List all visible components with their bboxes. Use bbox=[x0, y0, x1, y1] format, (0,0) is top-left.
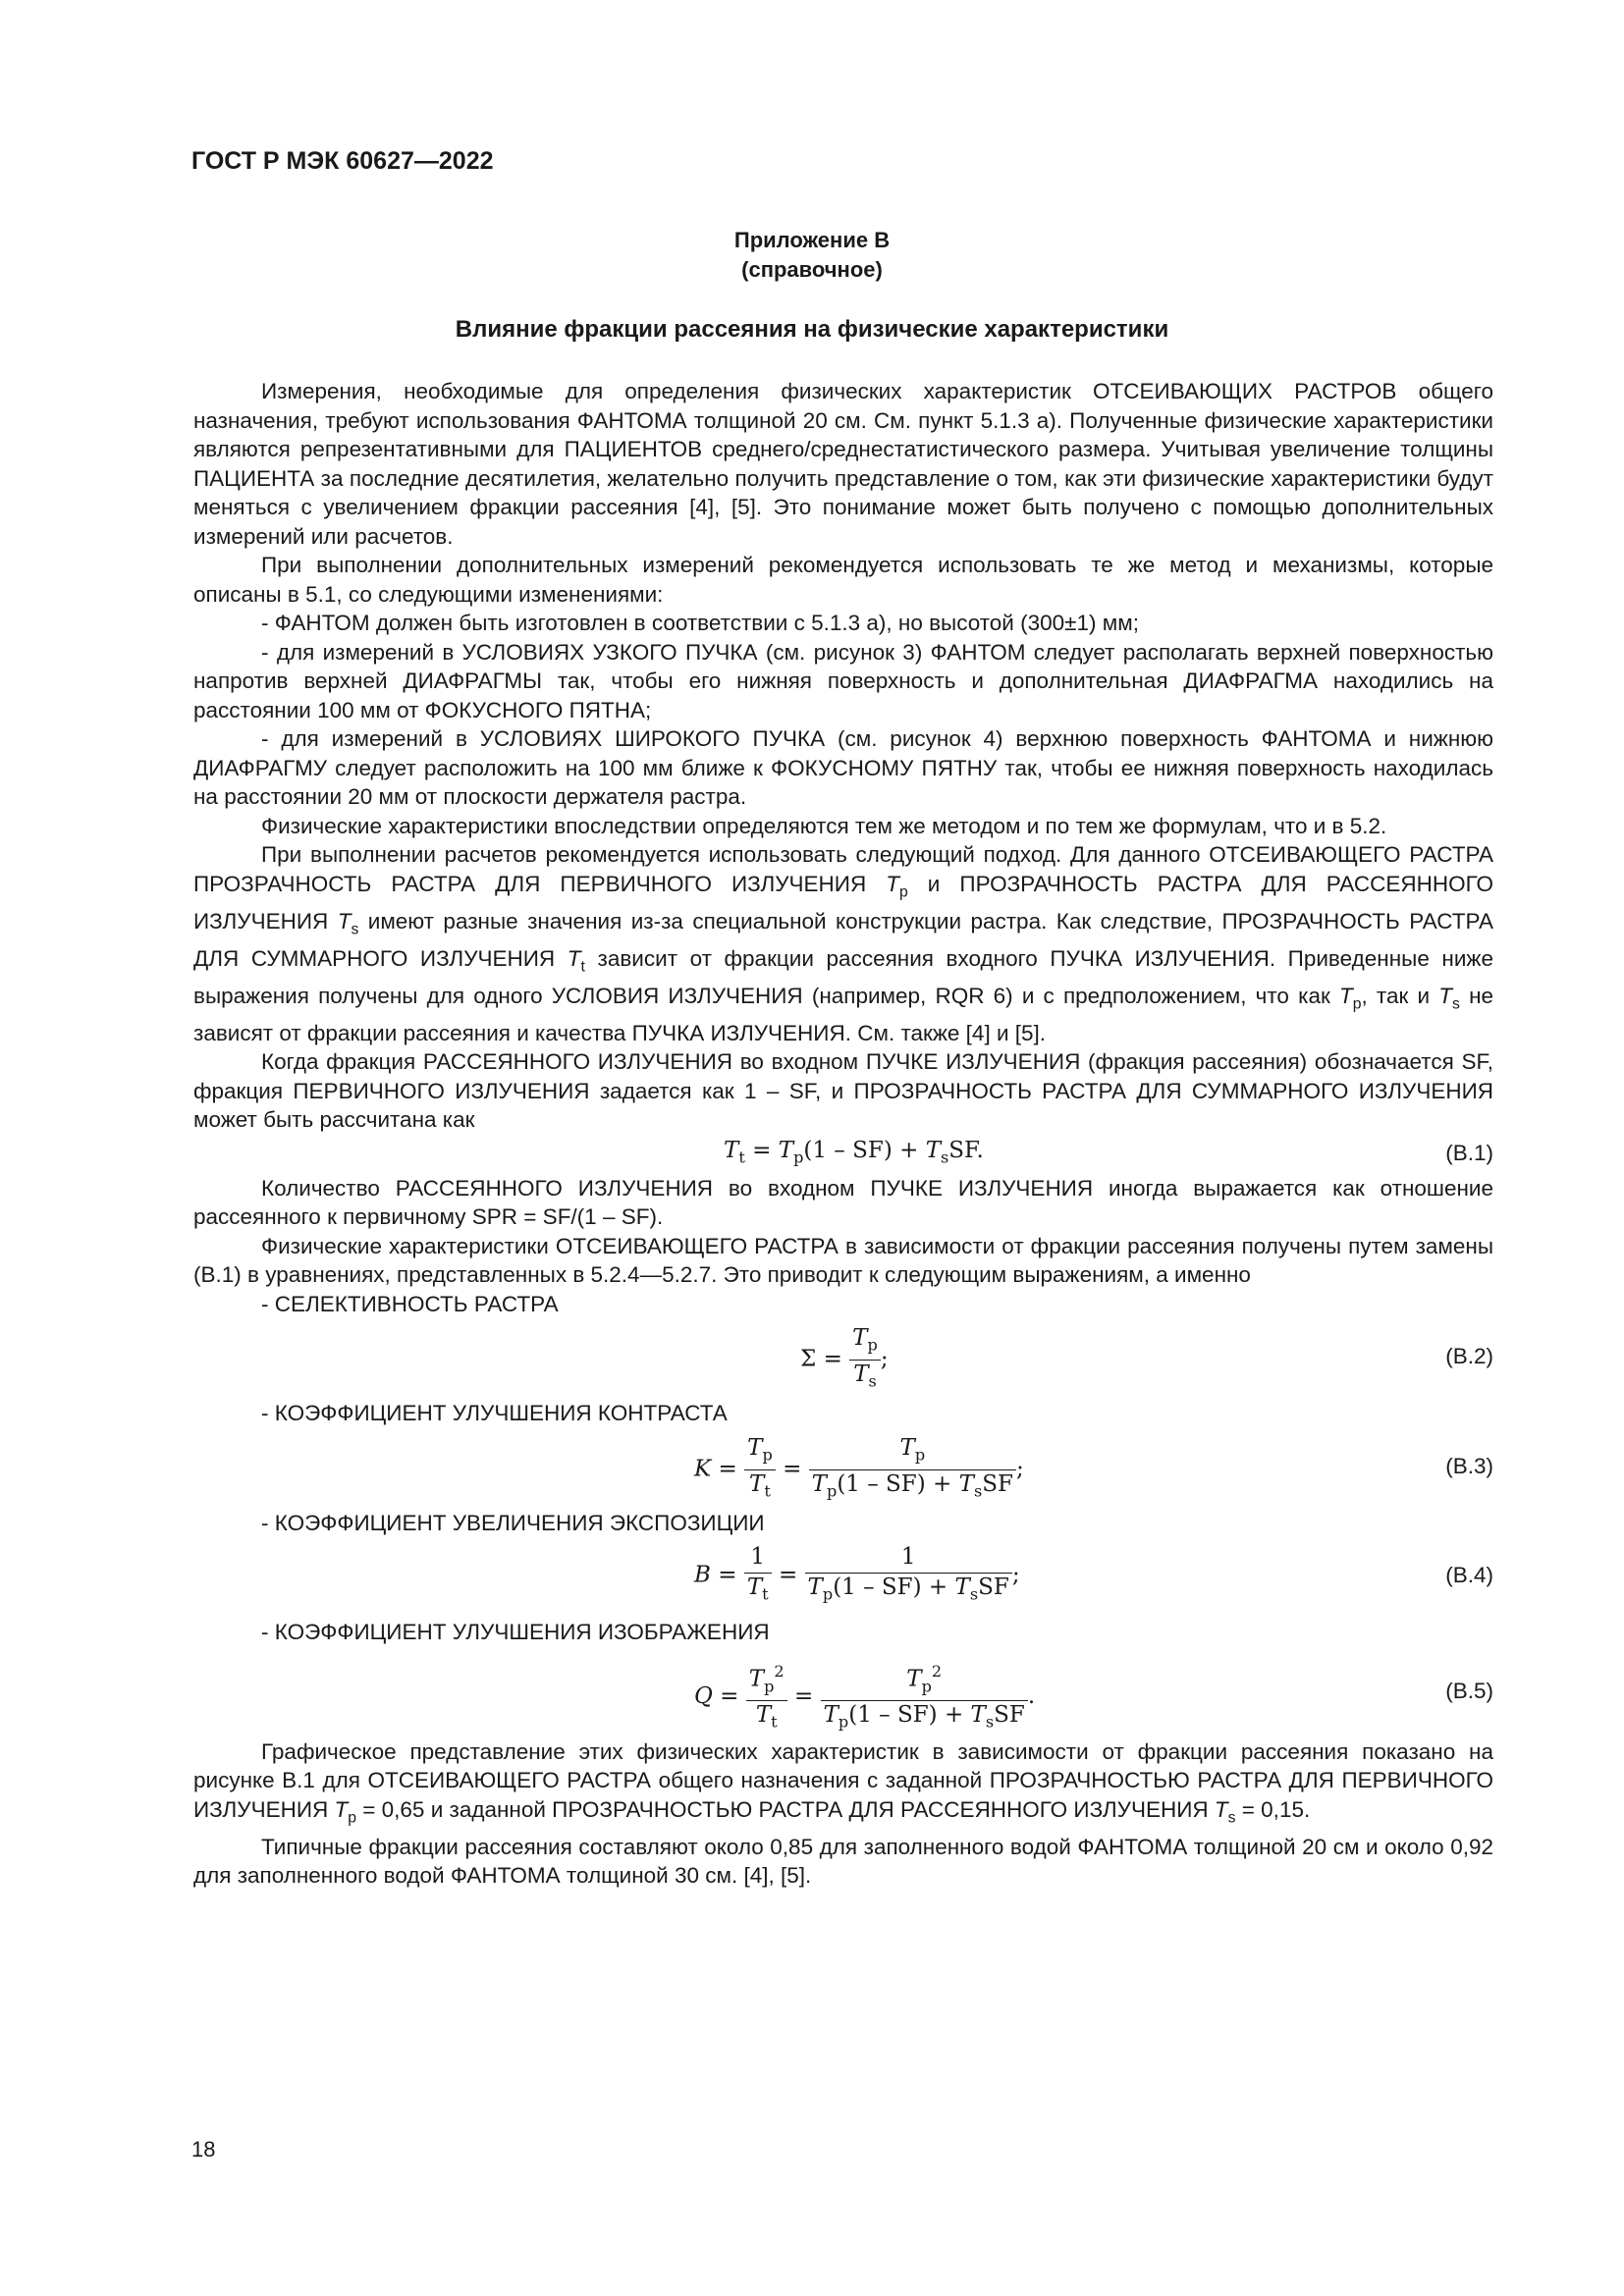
equation-number: (B.5) bbox=[1445, 1678, 1493, 1703]
equation-b4 bbox=[193, 1537, 1493, 1618]
fraction: $\frac{T_p^2}{T_p(1 - SF) + T_sSF}$ bbox=[821, 1657, 1028, 1737]
equation-b4-formula: B = $\frac{1}{T_t}$ = $\frac{1}{T_p(1 - SF) + T_sSF}$ ; bbox=[694, 1543, 1020, 1609]
list-item: - КОЭФФИЦИЕНТ УЛУЧШЕНИЯ ИЗОБРАЖЕНИЯ bbox=[261, 1620, 770, 1644]
list-item: - для измерений в УСЛОВИЯХ УЗКОГО ПУЧКА (см. рисунок 3) ФАНТОМ следует располагать верхней поверхностью напротив верхней ДИАФРАГМЫ так, чтобы его нижняя поверхность и дополнительная ДИАФРАГМА находились на расстоянии 100 мм от ФОКУСНОГО ПЯТНА; bbox=[193, 639, 1493, 722]
paragraph: Количество РАССЕЯННОГО ИЗЛУЧЕНИЯ во входном ПУЧКЕ ИЗЛУЧЕНИЯ иногда выражается как отношение рассеянного к первичному SPR = SF/(1 – SF). bbox=[193, 1175, 1493, 1229]
paragraph: Измерения, необходимые для определения физических характеристик ОТСЕИВАЮЩИХ РАСТРОВ общего назначения, требуют использования ФАНТОМА толщиной 20 см. См. пункт 5.1.3 а). Полученные физические характеристики являются репрезентативными для ПАЦИЕНТОВ среднего/среднестатистического размера. Учитывая увеличение толщины ПАЦИЕНТА за последние десятилетия, желательно получить представление о том, как эти физические характеристики будут меняться с увеличением фракции рассеяния [4], [5]. Это понимание может быть получено с помощью дополнительных измерений или расчетов. bbox=[193, 379, 1493, 549]
body-text bbox=[193, 377, 1493, 1891]
equation-number: (B.4) bbox=[1445, 1563, 1493, 1587]
paragraph: Когда фракция РАССЕЯННОГО ИЗЛУЧЕНИЯ во входном ПУЧКЕ ИЗЛУЧЕНИЯ (фракция рассеяния) обозначается SF, фракция ПЕРВИЧНОГО ИЗЛУЧЕНИЯ задается как 1 – SF, и ПРОЗРАЧНОСТЬ РАСТРА ДЛЯ СУММАРНОГО ИЗЛУЧЕНИЯ может быть рассчитана как bbox=[193, 1049, 1493, 1132]
equation-b3-formula: K = $\frac{T_p}{T_t}$ = $\frac{T_p}{T_p(1 - SF) + T_sSF}$ ; bbox=[694, 1434, 1024, 1506]
fraction: $\frac{T_p}{T_t}$ bbox=[744, 1434, 776, 1506]
list-item: - для измерений в УСЛОВИЯХ ШИРОКОГО ПУЧКА (см. рисунок 4) верхнюю поверхность ФАНТОМА и нижнюю ДИАФРАГМУ следует расположить на 100 мм ближе к ФОКУСНОМУ ПЯТНУ так, чтобы ее нижняя поверхность находилась на расстоянии 20 мм от плоскости держателя растра. bbox=[193, 726, 1493, 809]
fraction: $\frac{1}{T_p(1 - SF) + T_sSF}$ bbox=[805, 1543, 1012, 1609]
equation-number: (B.1) bbox=[1445, 1140, 1493, 1165]
equation-b5-formula: Q = $\frac{T_p^2}{T_t}$ = $\frac{T_p^2}{T_p(1 - SF) + T_sSF}$ . bbox=[694, 1657, 1035, 1737]
section-title: Влияние фракции рассеяния на физические характеристики bbox=[455, 316, 1169, 343]
list-item: - ФАНТОМ должен быть изготовлен в соответствии с 5.1.3 а), но высотой (300±1) мм; bbox=[261, 611, 1139, 635]
equation-number: (B.2) bbox=[1445, 1344, 1493, 1368]
paragraph: При выполнении расчетов рекомендуется использовать следующий подход. Для данного ОТСЕИВАЮЩЕГО РАСТРА ПРОЗРАЧНОСТЬ РАСТРА ДЛЯ ПЕРВИЧНОГО ИЗЛУЧЕНИЯ $T_p$ и ПРОЗРАЧНОСТЬ РАСТРА ДЛЯ РАССЕЯННОГО ИЗЛУЧЕНИЯ $T_s$ имеют разные значения из-за специальной конструкции растра. Как следствие, ПРОЗРАЧНОСТЬ РАСТРА ДЛЯ СУММАРНОГО ИЗЛУЧЕНИЯ $T_t$ зависит от фракции рассеяния входного ПУЧКА ИЗЛУЧЕНИЯ. Приведенные ниже выражения получены для одного УСЛОВИЯ ИЗЛУЧЕНИЯ (например, RQR 6) и с предположением, что как $T_p$, так и $T_s$ не зависят от фракции рассеяния и качества ПУЧКА ИЗЛУЧЕНИЯ. См. также [4] и [5]. bbox=[193, 842, 1494, 1045]
paragraph: При выполнении дополнительных измерений рекомендуется использовать те же метод и механизмы, которые описаны в 5.1, со следующими изменениями: bbox=[193, 553, 1493, 607]
appendix-label: Приложение В bbox=[733, 228, 891, 252]
equation-b5 bbox=[193, 1647, 1493, 1737]
equation-b2 bbox=[193, 1318, 1493, 1399]
paragraph: Физические характеристики ОТСЕИВАЮЩЕГО РАСТРА в зависимости от фракции рассеяния получены путем замены (B.1) в уравнениях, представленных в 5.2.4—5.2.7. Это приводит к следующим выражениям, а именно bbox=[193, 1233, 1493, 1287]
list-item: - КОЭФФИЦИЕНТ УВЕЛИЧЕНИЯ ЭКСПОЗИЦИИ bbox=[261, 1510, 765, 1535]
document-code-header: ГОСТ Р МЭК 60627—2022 bbox=[191, 147, 494, 175]
fraction: $\frac{1}{T_t}$ bbox=[744, 1543, 772, 1609]
paragraph: Типичные фракции рассеяния составляют около 0,85 для заполненного водой ФАНТОМА толщиной 20 см и около 0,92 для заполненного водой ФАНТОМА толщиной 30 см. [4], [5]. bbox=[193, 1834, 1493, 1888]
fraction: $\frac{T_p^2}{T_t}$ bbox=[746, 1657, 787, 1737]
equation-b1-formula: $T_t = T_p(1 - SF) + T_sSF$. bbox=[724, 1137, 984, 1167]
fraction: $\frac{T_p}{T_s}$ bbox=[849, 1324, 881, 1396]
paragraph: Графическое представление этих физических характеристик в зависимости от фракции рассеяния показано на рисунке В.1 для ОТСЕИВАЮЩЕГО РАСТРА общего назначения с заданной ПРОЗРАЧНОСТЬЮ РАСТРА ДЛЯ ПЕРВИЧНОГО ИЗЛУЧЕНИЯ $T_p = 0,65$ и заданной ПРОЗРАЧНОСТЬЮ РАСТРА ДЛЯ РАССЕЯННОГО ИЗЛУЧЕНИЯ $T_s = 0,15$. bbox=[193, 1738, 1493, 1826]
list-item: - КОЭФФИЦИЕНТ УЛУЧШЕНИЯ КОНТРАСТА bbox=[261, 1401, 728, 1425]
page-number: 18 bbox=[191, 2137, 216, 2162]
equation-b1 bbox=[193, 1135, 1493, 1174]
list-item: - СЕЛЕКТИВНОСТЬ РАСТРА bbox=[261, 1291, 559, 1316]
fraction: $\frac{T_p}{T_p(1 - SF) + T_sSF}$ bbox=[809, 1434, 1016, 1506]
appendix-type: (справочное) bbox=[741, 257, 883, 282]
equation-number: (B.3) bbox=[1445, 1453, 1493, 1478]
equation-b3 bbox=[193, 1428, 1493, 1509]
paragraph: Физические характеристики впоследствии определяются тем же методом и по тем же формулам, что и в 5.2. bbox=[261, 813, 1387, 838]
equation-b2-formula: Σ = $\frac{T_p}{T_s}$ ; bbox=[800, 1324, 889, 1396]
